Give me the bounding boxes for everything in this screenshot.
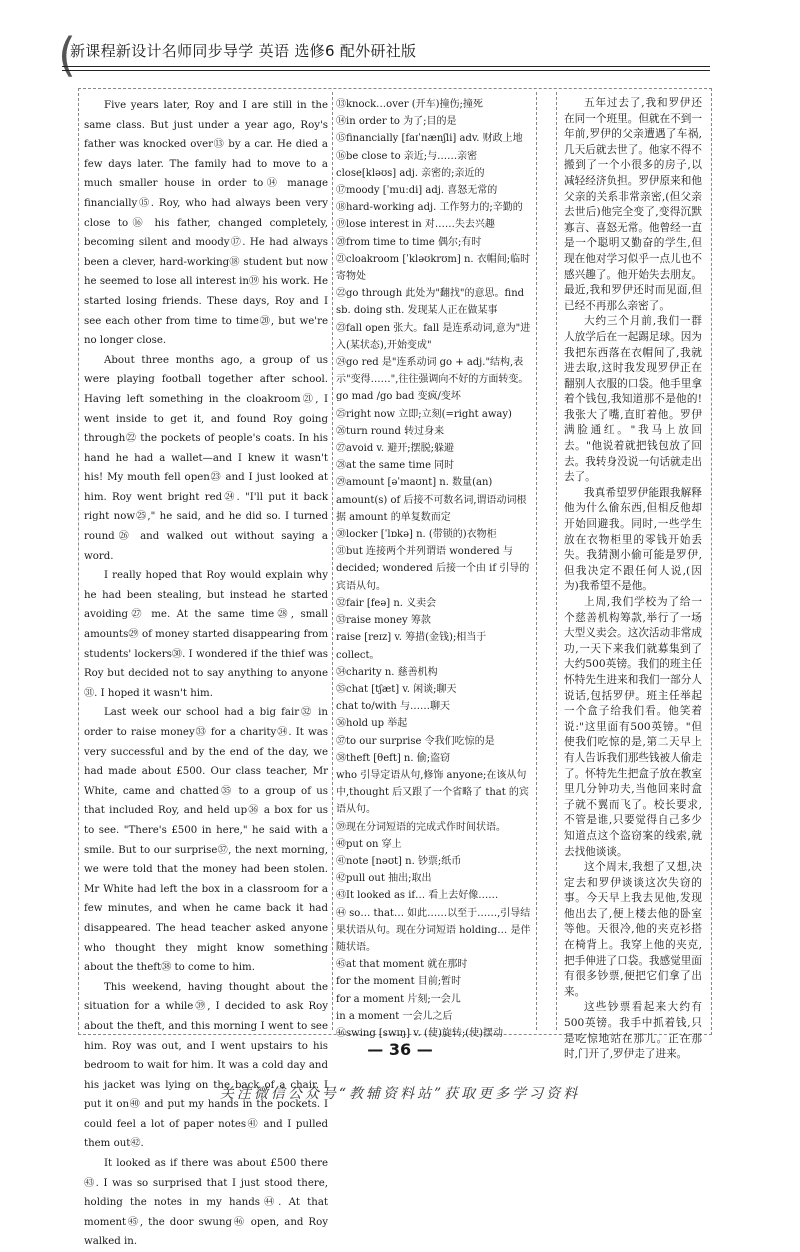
note-item: in a moment 一会儿之后 <box>336 1010 453 1022</box>
note-item: close[kləʊs] adj. 亲密的;亲近的 <box>336 167 485 179</box>
note-item: ㊱hold up 举起 <box>336 718 408 730</box>
page-number: — 36 — <box>367 1040 433 1059</box>
note-item: ㊳theft [θeft] n. 偷;盗窃 <box>336 752 451 764</box>
note-item: ⑱hard-working adj. 工作努力的;辛勤的 <box>336 202 523 214</box>
footer-note: 关注微信公众号“教辅资料站”获取更多学习资料 <box>219 1086 581 1102</box>
note-item: ㉙amount [əˈmaʊnt] n. 数量(an) amount(s) of 后接不可数名词,谓语动词根据 amount 的单复数而定 <box>336 477 527 523</box>
note-item: ⑲lose interest in 对……失去兴趣 <box>336 219 495 231</box>
note-item: for the moment 目前;暂时 <box>336 976 462 988</box>
note-item: ㉒go through 此处为"翻找"的意思。find sb. doing sth. 发现某人正在做某事 <box>336 288 525 317</box>
header-rule <box>62 66 710 67</box>
page-header: 新课程新设计名师同步导学 英语 选修6 配外研社版 <box>70 42 417 60</box>
note-item: ㉑cloakroom [ˈkləʊkrʊm] n. 衣帽间;临时寄物处 <box>336 253 531 283</box>
note-item: raise [reɪz] v. 筹措(金钱);相当于 collect。 <box>336 632 487 661</box>
translation-paragraph: 大约三个月前,我们一群人放学后在一起踢足球。因为我把东西落在衣帽间了,我就进去取,这时我发现罗伊正在翻别人衣服的口袋。他手里拿着个钱包,我知道那不是他的!我张大了嘴,直盯着他。罗伊满脸通红。"我马上放回去。"他说着就把钱包放了回去。我转身没说一句话就走出去了。 <box>564 315 702 484</box>
note-item: ㊴现在分词短语的完成式作时间状语。 <box>336 821 506 833</box>
note-item: ㉝raise money 筹款 <box>336 615 431 627</box>
translation-paragraph: 这个周末,我想了又想,决定去和罗伊谈谈这次失窃的事。今天早上我去见他,发现他出去了,便上楼去他的卧室等他。天很冷,他的夹克衫搭在椅背上。我穿上他的夹克,把手伸进了口袋。我感觉里面有很多钞票,便把它们拿了出来。 <box>564 861 702 998</box>
note-item: ㉛but 连接两个并列谓语 wondered 与 decided; wondered 后接一个由 if 引导的宾语从句。 <box>336 546 530 592</box>
note-item: who 引导定语从句,修饰 anyone;在该从句中,thought 后又跟了一个省略了 that 的宾语从句。 <box>336 769 529 816</box>
note-item: ㉘at the same time 同时 <box>336 460 455 472</box>
note-item: ㉞charity n. 慈善机构 <box>336 666 438 678</box>
note-item: ㊷pull out 抽出;取出 <box>336 873 432 885</box>
note-item: ⑯be close to 亲近;与……亲密 <box>336 150 478 162</box>
note-item: ㉖turn round 转过身来 <box>336 425 445 437</box>
translation-column <box>564 96 702 1061</box>
passage-paragraph: It looked as if there was about £500 there㊸. I was so surprised that I just stood there, holding the notes in my hands㊹. At that moment㊺, the door swung㊻ open, and Roy walked in. <box>84 1158 328 1248</box>
column-divider <box>536 92 537 1030</box>
column-divider <box>556 92 557 1030</box>
note-item: ⑳from time to time 偶尔;有时 <box>336 236 482 248</box>
header-rule-thin <box>62 70 710 71</box>
note-item: ㉓fall open 张大。fall 是连系动词,意为"进入(某状态),开始变成" <box>336 322 531 351</box>
note-item: ㊹ so… that… 如此……以至于……,引导结果状语从句。现在分词短语 holding… 是伴随状语。 <box>336 907 531 953</box>
note-item: ㉜fair [feə] n. 义卖会 <box>336 597 437 609</box>
note-item: ㊸It looked as if… 看上去好像…… <box>336 890 499 902</box>
passage-paragraph: Five years later, Roy and I are still in the same class. But just under a year ago, Roy's father was knocked over⑬ by a car. He died a few days later. The family had to move to a much smaller house in order to⑭ manage financially⑮. Roy, who had always been very close to⑯ his father, changed completely, becoming silent and moody⑰. He had always been a clever, hard-working⑱ student but now he seemed to lose all interest in⑲ his work. He started losing friends. These days, Roy and I see each other from time to time⑳, but we're no longer close. <box>84 100 328 347</box>
note-item: ㉕right now 立即;立刻(=right away) <box>336 408 512 420</box>
note-item: ㊲to our surprise 令我们吃惊的是 <box>336 735 495 747</box>
note-item: ⑰moody [ˈmuːdi] adj. 喜怒无常的 <box>336 185 498 197</box>
passage-paragraph: Last week our school had a big fair㉜ in order to raise money㉝ for a charity㉞. It was very successful and by the end of the day, we had made about £500. Our class teacher, Mr White, came and chatted㉟ to a group of us that included Roy, and held up㊱ a box for us to see. "There's £500 in here," he said with a smile. But to our surprise㊲, the next morning, we were told that the money had been stolen. Mr White had left the box in a classroom for a few minutes, and when he came back it had disappeared. The head teacher asked anyone who thought they might know something about the theft㊳ to come to him. <box>84 707 328 974</box>
note-item: ㉗avoid v. 避开;摆脱;躲避 <box>336 443 454 455</box>
note-item: ㉟chat [tʃæt] v. 闲谈;聊天 <box>336 683 457 695</box>
note-item: for a moment 片刻;一会儿 <box>336 993 461 1005</box>
note-item: ㉚locker [ˈlɒkə] n. (带锁的)衣物柜 <box>336 529 497 541</box>
note-item: ⑬knock…over (开车)撞伤;撞死 <box>336 99 483 110</box>
note-item: ㊵put on 穿上 <box>336 838 402 850</box>
translation-paragraph: 五年过去了,我和罗伊还在同一个班里。但就在不到一年前,罗伊的父亲遭遇了车祸,几天后就去世了。他家不得不搬到了一个小很多的房子,以减轻经济负担。罗伊原来和他父亲的关系非常亲密,(但父亲去世后)他完全变了,变得沉默寡言、喜怒无常。他曾经一直是一个聪明又勤奋的学生,但现在他对学习似乎一点儿也不感兴趣了。他开始失去朋友。最近,我和罗伊还时而见面,但已经不再那么亲密了。 <box>564 97 702 312</box>
note-item: ㊻swing [swɪŋ] v. (使)旋转;(使)摆动 <box>336 1027 504 1039</box>
note-item: ㊺at that moment 就在那时 <box>336 959 468 971</box>
note-item: ⑮financially [faɪˈnænʃli] adv. 财政上地 <box>336 133 523 145</box>
passage-paragraph: About three months ago, a group of us were playing football together after school. Having left something in the cloakroom㉑, I went inside to get it, and found Roy going through㉒ the pockets of people's coats. In his hand he had a wallet—and I knew it wasn't his! My mouth fell open㉓ and I just looked at him. Roy went bright red㉔. "I'll put it back right now㉕," he said, and he did so. I turned round㉖ and walked out without saying a word. <box>84 354 328 562</box>
note-item: ㉔go red 是"连系动词 go + adj."结构,表示"变得……",往往强调向不好的方面转变。go mad /go bad 变疯/变坏 <box>336 357 529 403</box>
passage-column <box>84 96 328 1248</box>
decorative-brace: ( <box>58 28 76 82</box>
note-item: ⑭in order to 为了;目的是 <box>336 116 457 128</box>
passage-paragraph: This weekend, having thought about the situation for a while㊴, I decided to ask Roy about the theft, and this morning I went to see him. Roy was out, and I went upstairs to his bedroom to wait for him. It was a cold day and his jacket was lying on the back of a chair. I put it on㊵ and put my hands in the pockets. I could feel a lot of paper notes㊶ and I pulled them out㊷. <box>84 981 328 1150</box>
translation-paragraph: 上周,我们学校为了给一个慈善机构筹款,举行了一场大型义卖会。这次活动非常成功,一天下来我们就募集到了大约500英镑。我们的班主任怀特先生进来和我们一部分人说话,包括罗伊。班主任举起一个盒子给我们看。他笑着说:"这里面有500英镑。"但使我们吃惊的是,第二天早上有人告诉我们那些钱被人偷走了。怀特先生把盒子放在教室里几分钟功夫,当他回来时盒子就不翼而飞了。校长要求,不管是谁,只要觉得自己多少知道点这个盗窃案的线索,就去找他谈谈。 <box>564 596 702 858</box>
translation-paragraph: 这些钞票看起来大约有500英镑。我手中抓着钱,只是吃惊地站在那儿。正在那时,门开了,罗伊走了进来。 <box>564 1001 702 1061</box>
note-item: chat to/with 与……聊天 <box>336 701 451 713</box>
notes-column <box>336 96 532 1039</box>
translation-paragraph: 我真希望罗伊能跟我解释他为什么偷东西,但相反他却开始回避我。同时,一些学生放在衣物柜里的零钱开始丢失。我猜测小偷可能是罗伊,但我决定不跟任何人说,(因为)我希望不是他。 <box>564 486 702 593</box>
column-divider <box>332 92 333 1030</box>
passage-paragraph: I really hoped that Roy would explain why he had been stealing, but instead he started avoiding㉗ me. At the same time㉘, small amounts㉙ of money started disappearing from students' lockers㉚. I wondered if the thief was Roy but decided not to say anything to anyone㉛. I hoped it wasn't him. <box>84 570 328 699</box>
note-item: ㊶note [nəʊt] n. 钞票;纸币 <box>336 855 462 867</box>
